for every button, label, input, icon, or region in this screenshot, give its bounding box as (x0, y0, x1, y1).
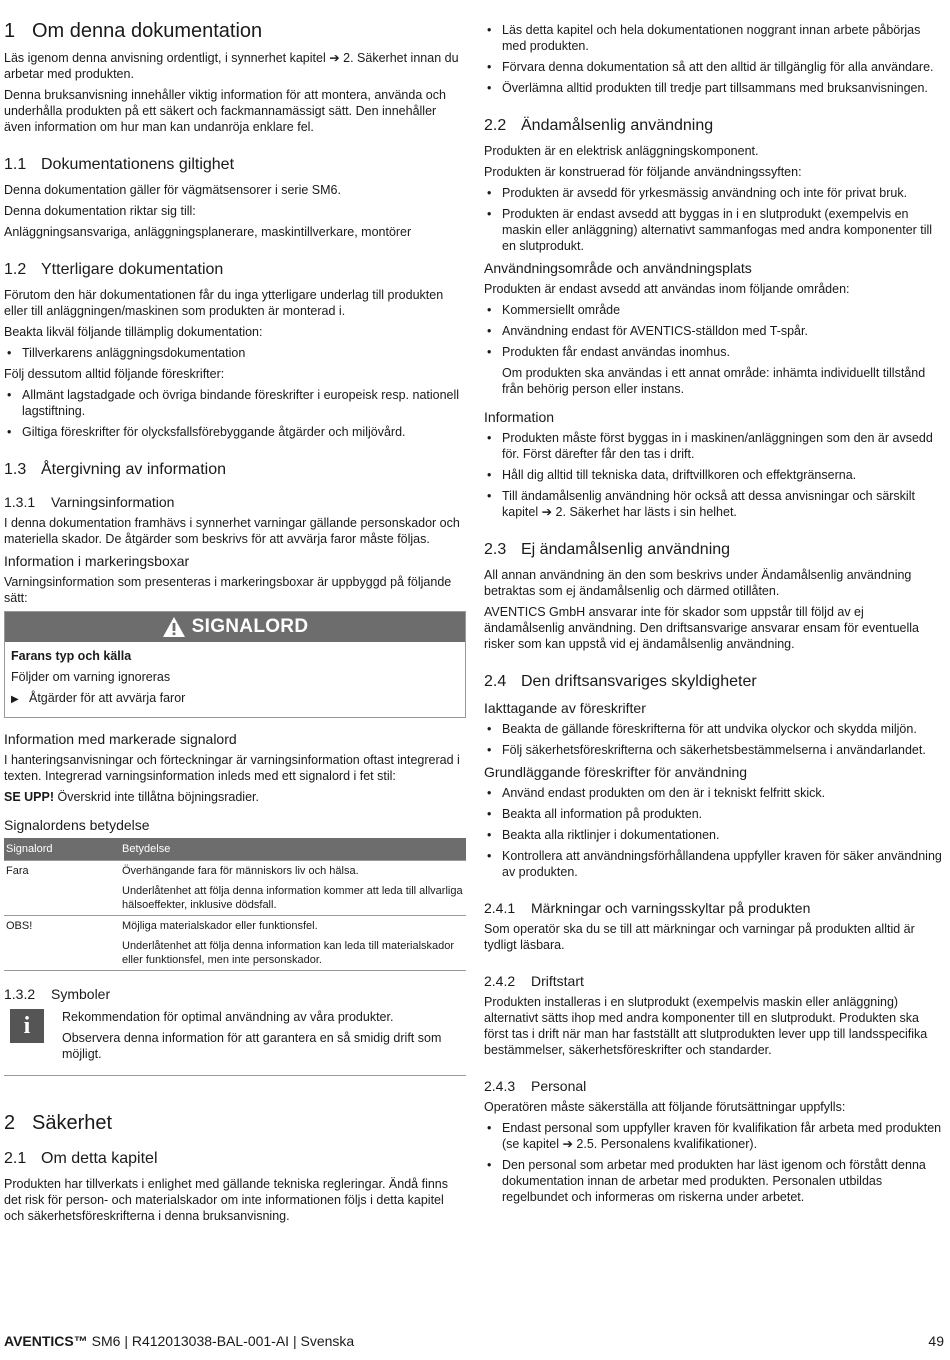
paragraph: Beakta likväl följande tillämplig dokumentation: (4, 325, 263, 339)
list-item: • Produkten måste först byggas in i maskinen/anläggningen som den är avsedd för. Först därefter får den tas i drift. (484, 430, 944, 462)
subheading-area: Användningsområde och användningsplats (484, 260, 752, 276)
list-item: • Beakta all information på produkten. (484, 806, 944, 822)
triangle-right-icon: ▶ (11, 694, 19, 705)
list-item: • Giltiga föreskrifter för olycksfallsförebyggande åtgärder och miljövård. (4, 424, 466, 440)
bullet-list (4, 387, 466, 440)
signal-word: SIGNALORD (191, 616, 309, 637)
subheading-betydelse: Signalordens betydelse (4, 817, 150, 833)
table-header: Betydelse (120, 838, 466, 861)
list-item: • Läs detta kapitel och hela dokumentationen noggrant innan arbete påbörjas med produkten. (484, 22, 944, 54)
paragraph: Produkten har tillverkats i enlighet med gällande tekniska regleringar. Ändå finns det risk för person- och materialskador om inte informationen följs i detta kapitel och säkerhetsföreskrifterna i denna bruksanvisning. (4, 1177, 449, 1223)
list-item: • Kommersiellt område (484, 302, 944, 318)
list-item: • Produkten får endast användas inomhus. (484, 344, 944, 360)
paragraph: Denna dokumentation gäller för vägmätsensorer i serie SM6. (4, 183, 341, 197)
list-item: • Den personal som arbetar med produkten har läst igenom och förstått denna dokumentation innan de arbetar med produkten. Personalen utbildas regelbundet och informeras om riskerna under arbetet. (484, 1157, 944, 1205)
warning-box (4, 611, 466, 718)
section-1-2-heading: 1.2 Ytterligare dokumentation (4, 261, 224, 278)
left-column (4, 18, 466, 1229)
paragraph: Om produkten ska användas i ett annat område: inhämta individuellt tillstånd från behörig person eller instans. (502, 366, 926, 396)
table-header: Signalord (4, 838, 120, 861)
paragraph: Produkten är endast avsedd att användas inom följande områden: (484, 282, 850, 296)
paragraph: AVENTICS GmbH ansvarar inte för skador som uppstår till följd av ej ändamålsenlig användning. Den driftsansvarige ansvarar ensam för eventuella risker som kan uppstå vid ej ändamålsenlig användning. (484, 605, 919, 651)
list-item: • Till ändamålsenlig användning hör också att dessa anvisningar och särskilt kapitel ➔ 2. Säkerhet har lästs i sin helhet. (484, 488, 944, 520)
list-item: • Följ säkerhetsföreskrifterna och säkerhetsbestämmelserna i användarlandet. (484, 742, 944, 758)
list-item: • Produkten är endast avsedd att byggas in i en slutprodukt (exempelvis en maskin eller anläggning) alternativt sammanfogas med andra komponenter till en slutprodukt. (484, 206, 944, 254)
list-item: • Kontrollera att användningsförhållandena uppfyller kraven för säker användning av produkten. (484, 848, 944, 880)
list-item: • Beakta de gällande föreskrifterna för att undvika olyckor och skydda miljön. (484, 721, 944, 737)
paragraph: I denna dokumentation framhävs i synnerhet varningar gällande personskador och materiella skador. De åtgärder som beskrivs för att avvärja faror måste följas. (4, 516, 460, 546)
hazard-type: Farans typ och källa (11, 649, 132, 663)
bullet-list (484, 1120, 944, 1205)
paragraph: Varningsinformation som presenteras i markeringsboxar är uppbyggd på följande sätt: (4, 575, 452, 605)
paragraph: Denna bruksanvisning innehåller viktig information för att montera, använda och underhålla produkten på ett säkert och fackmannamässigt sätt. Den innehåller även information om hur man kan undanröja enklare fel. (4, 88, 446, 134)
subheading-signalord: Information med markerade signalord (4, 731, 237, 747)
list-item: • Användning endast för AVENTICS-ställdon med T-spår. (484, 323, 944, 339)
section-1-heading: 1 Om denna dokumentation (4, 20, 263, 42)
table-row: Underlåtenhet att följa denna information kan leda till materialskador eller funktionsfel, men inte personskador. (4, 936, 466, 971)
list-item: • Endast personal som uppfyller kraven för kvalifikation får arbeta med produkten (se kapitel ➔ 2.5. Personalens kvalifikationer). (484, 1120, 944, 1152)
hazard-measure: ▶ Åtgärder för att avvärja faror (11, 690, 459, 708)
section-1-3-1-heading: 1.3.1 Varningsinformation (4, 494, 175, 510)
paragraph: Denna dokumentation riktar sig till: (4, 204, 196, 218)
table-row: OBS! Möjliga materialskador eller funktionsfel. (4, 916, 466, 937)
paragraph: Följ dessutom alltid följande föreskrifter: (4, 367, 225, 381)
list-item: • Tillverkarens anläggningsdokumentation (4, 345, 466, 361)
paragraph: Produkten installeras i en slutprodukt (exempelvis maskin eller anläggning) alternativt sätts ihop med andra komponenter till en slutprodukt. Produkten ska först tas i drift när man har fastställt att slutprodukten lever upp till landsspecifika bestämmelser, säkerhetsföreskrifter och standarder. (484, 995, 928, 1057)
warning-triangle-icon (162, 616, 186, 638)
table-row: Underlåtenhet att följa denna information kommer att leda till allvarliga hälsoeffekter, inklusive dödsfall. (122, 885, 463, 911)
page-number: 49 (928, 1333, 944, 1349)
list-item: • Allmänt lagstadgade och övriga bindande föreskrifter i europeisk resp. nationell lagstiftning. (4, 387, 466, 419)
paragraph: Observera denna information för att garantera en så smidig drift som möjligt. (62, 1031, 442, 1061)
bullet-list (484, 785, 944, 880)
subheading-grundlaggande: Grundläggande föreskrifter för användning (484, 764, 748, 780)
paragraph: Produkten är konstruerad för följande användningssyften: (484, 165, 802, 179)
hazard-consequence: Följder om varning ignoreras (11, 670, 171, 684)
bullet-list (484, 22, 944, 96)
right-column (484, 22, 944, 1210)
signal-word-table (4, 838, 466, 971)
bullet-list (4, 345, 466, 361)
bullet-list (484, 721, 944, 758)
section-2-heading: 2 Säkerhet (4, 1112, 113, 1134)
subheading-markeringsboxar: Information i markeringsboxar (4, 553, 190, 569)
section-1-3-heading: 1.3 Återgivning av information (4, 461, 226, 478)
section-2-4-3-heading: 2.4.3 Personal (484, 1078, 587, 1094)
bullet-list (484, 185, 944, 254)
section-1-3-2-heading: 1.3.2 Symboler (4, 986, 111, 1002)
info-icon: i (10, 1009, 44, 1043)
bullet-list (484, 430, 944, 520)
section-2-2-heading: 2.2 Ändamålsenlig användning (484, 117, 714, 134)
section-2-1-heading: 2.1 Om detta kapitel (4, 1150, 158, 1167)
paragraph: Operatören måste säkerställa att följande förutsättningar uppfylls: (484, 1100, 846, 1114)
section-2-4-2-heading: 2.4.2 Driftstart (484, 973, 584, 989)
warning-box-header (5, 612, 465, 642)
list-item: • Håll dig alltid till tekniska data, driftvillkoren och effektgränserna. (484, 467, 944, 483)
info-box (4, 1007, 466, 1076)
paragraph: Produkten är en elektrisk anläggningskomponent. (484, 144, 759, 158)
paragraph: Anläggningsansvariga, anläggningsplanerare, maskintillverkare, montörer (4, 225, 412, 239)
list-item: • Använd endast produkten om den är i tekniskt felfritt skick. (484, 785, 944, 801)
section-2-4-heading: 2.4 Den driftsansvariges skyldigheter (484, 673, 757, 690)
section-1-1-heading: 1.1 Dokumentationens giltighet (4, 156, 235, 173)
example-paragraph: SE UPP! Överskrid inte tillåtna böjningsradier. (4, 790, 259, 804)
list-item: • Beakta alla riktlinjer i dokumentationen. (484, 827, 944, 843)
section-2-3-heading: 2.3 Ej ändamålsenlig användning (484, 541, 731, 558)
paragraph: All annan användning än den som beskrivs under Ändamålsenlig användning betraktas som ej ändamålsenlig och därmed otillåten. (484, 568, 912, 598)
paragraph: Läs igenom denna anvisning ordentligt, i synnerhet kapitel ➔ 2. Säkerhet innan du arbetar med produkten. (4, 51, 459, 81)
subheading-foreskrifter: Iakttagande av föreskrifter (484, 700, 646, 716)
paragraph: Förutom den här dokumentationen får du inga ytterligare underlag till produkten eller till anläggningen/maskinen som produkten är monterad i. (4, 288, 444, 318)
subheading-information: Information (484, 409, 555, 425)
paragraph: I hanteringsanvisningar och förteckningar är varningsinformation oftast integrerad i texten. Integrerad varningsinformation inleds med ett signalord i fet stil: (4, 753, 460, 783)
list-item: • Produkten är avsedd för yrkesmässig användning och inte för privat bruk. (484, 185, 944, 201)
paragraph: Som operatör ska du se till att märkningar och varningar på produkten alltid är tydligt läsbara. (484, 922, 915, 952)
table-row: Fara Överhängande fara för människors liv och hälsa. (4, 861, 466, 882)
page-footer (4, 1333, 944, 1349)
list-item: • Överlämna alltid produkten till tredje part tillsammans med bruksanvisningen. (484, 80, 944, 96)
bullet-list (484, 302, 944, 360)
section-2-4-1-heading: 2.4.1 Märkningar och varningsskyltar på produkten (484, 900, 811, 916)
footer-doc-info: AVENTICS™ SM6 | R412013038-BAL-001-AI | Svenska (4, 1333, 355, 1349)
list-item: • Förvara denna dokumentation så att den alltid är tillgänglig för alla användare. (484, 59, 944, 75)
paragraph: Rekommendation för optimal användning av våra produkter. (62, 1010, 394, 1024)
